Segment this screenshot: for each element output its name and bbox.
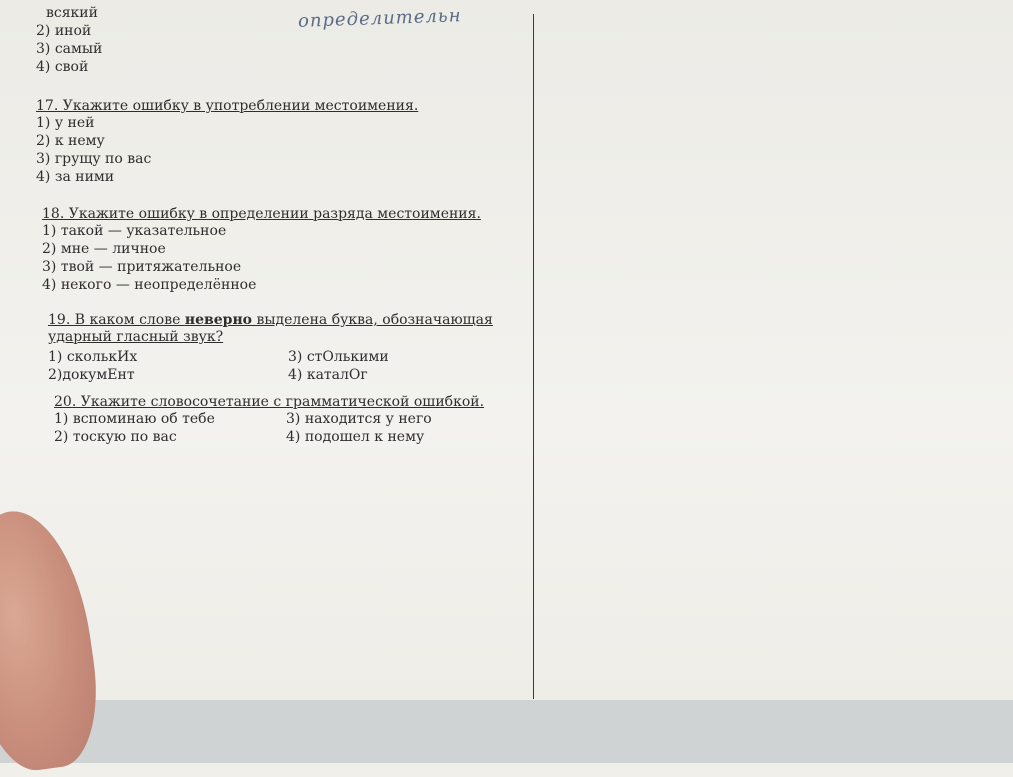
option: 1) вспоминаю об тебе bbox=[54, 411, 215, 427]
option: 3) грущу по вас bbox=[36, 151, 152, 167]
question-19 bbox=[48, 312, 508, 384]
option: 1) у ней bbox=[36, 115, 95, 131]
title-part: 19. В каком слове bbox=[48, 312, 185, 328]
option: 4) свой bbox=[36, 59, 89, 75]
question-title: 18. Укажите ошибку в определении разряда местоимения. bbox=[42, 206, 481, 222]
option: 4) некого — неопределённое bbox=[42, 277, 257, 293]
option: 1) такой — указательное bbox=[42, 223, 227, 239]
title-emphasis: неверно bbox=[184, 312, 253, 328]
option: 3) стОлькими bbox=[288, 349, 389, 365]
question-title: 17. Укажите ошибку в употреблении местоимения. bbox=[36, 98, 419, 114]
option: 2) к нему bbox=[36, 133, 105, 149]
options-grid bbox=[54, 410, 494, 446]
option: 2) тоскую по вас bbox=[54, 429, 177, 445]
options-grid bbox=[48, 348, 508, 384]
option: 3) самый bbox=[36, 41, 103, 57]
option: 4) за ними bbox=[36, 169, 115, 185]
handwritten-note: определительн bbox=[297, 5, 462, 32]
question-20 bbox=[54, 394, 494, 446]
question-17 bbox=[36, 98, 418, 186]
option: 3) твой — притяжательное bbox=[42, 259, 242, 275]
option: 2) мне — личное bbox=[42, 241, 166, 257]
option: 2) иной bbox=[36, 23, 92, 39]
option: 3) находится у него bbox=[286, 411, 432, 427]
question-title: 20. Укажите словосочетание с грамматической ошибкой. bbox=[54, 394, 485, 410]
option: 2)докумЕнт bbox=[48, 367, 135, 383]
column-divider bbox=[533, 14, 534, 699]
table-surface bbox=[0, 700, 1013, 763]
title-part: выделена буква, обозначающая ударный гласный звук? bbox=[48, 312, 493, 345]
option: всякий bbox=[46, 5, 98, 21]
top-options bbox=[36, 4, 102, 76]
option: 4) каталОг bbox=[288, 367, 368, 383]
question-title bbox=[48, 312, 508, 346]
option: 1) сколькИх bbox=[48, 349, 138, 365]
question-18 bbox=[42, 206, 481, 294]
option: 4) подошел к нему bbox=[286, 429, 425, 445]
